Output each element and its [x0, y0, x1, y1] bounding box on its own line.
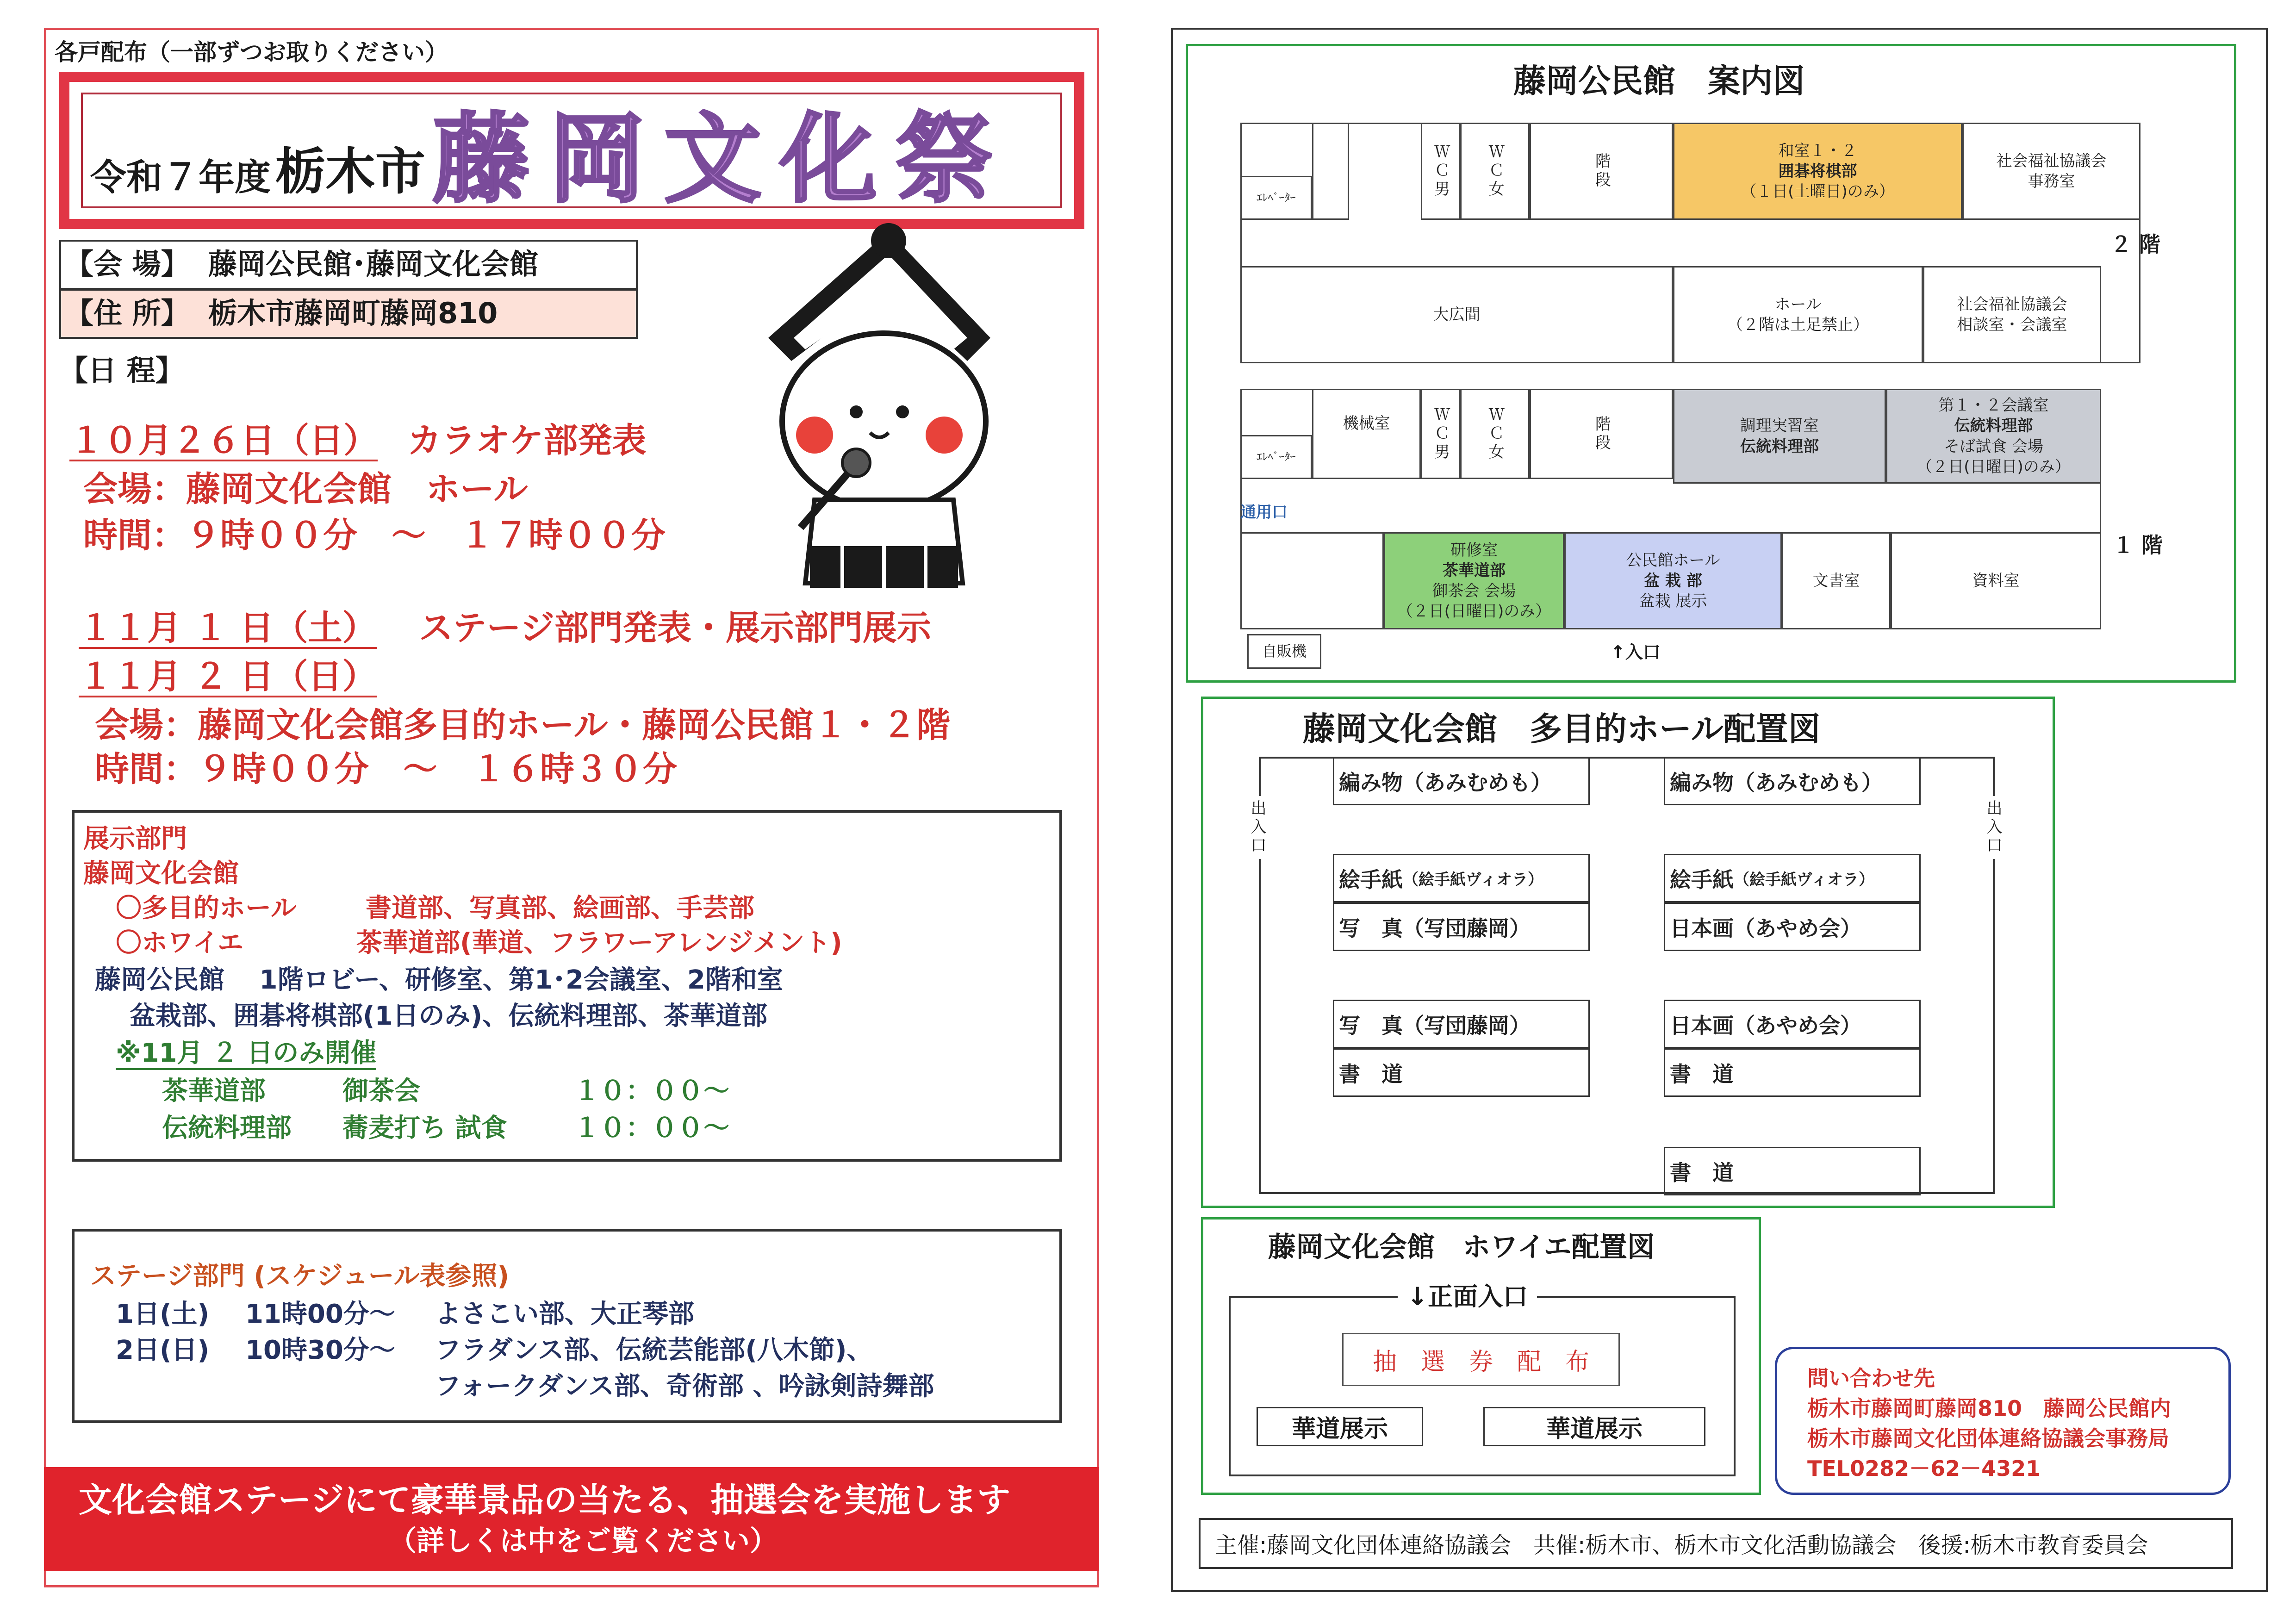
hall-r1: 編み物（あみむめも）	[1664, 757, 1921, 805]
f1-training-room: 研修室 茶華道部 御茶会 会場 （２日(日曜日)のみ）	[1384, 532, 1564, 629]
sp1-event: 御茶会	[342, 1076, 420, 1106]
address-label: 【住 所】	[65, 296, 190, 330]
hall-r2: 絵手紙 （絵手紙ヴィオラ）	[1664, 854, 1921, 902]
map-title: 藤岡公民館 案内図	[1513, 62, 1805, 100]
event1-venue: 会場：藤岡文化会館 ホール	[83, 469, 528, 509]
stage-d2-clubs2: フォークダンス部、奇術部 、吟詠剣詩舞部	[435, 1371, 934, 1401]
foyer-title: 藤岡文化会館 ホワイエ配置図	[1268, 1231, 1655, 1263]
hall-l5: 書 道	[1333, 1048, 1590, 1097]
contact-line1: 栃木市藤岡町藤岡810 藤岡公民館内	[1807, 1396, 2172, 1421]
event2-time: 時間：９時００分 ～ １６時３０分	[95, 749, 677, 789]
stage-d2-time: 10時30分～	[245, 1335, 395, 1365]
address-text: 栃木市藤岡町藤岡810	[208, 296, 498, 330]
hall-l3: 写 真（写団藤岡）	[1333, 902, 1590, 951]
event1-time: 時間：９時００分 ～ １７時００分	[83, 516, 666, 555]
exhibit-hall-label: 〇多目的ホール	[116, 893, 297, 923]
event2-venue: 会場：藤岡文化会館多目的ホール・藤岡公民館１・２階	[95, 705, 951, 745]
sp1-time: １０：００～	[574, 1076, 729, 1106]
stage-heading: ステージ部門 (スケジュール表参照)	[90, 1261, 510, 1291]
contact-line2: 栃木市藤岡文化団体連絡協議会事務局	[1807, 1426, 2169, 1451]
hall-r4: 日本画（あやめ会）	[1664, 1000, 1921, 1048]
f1-kominkan-hall: 公民館ホール 盆 栽 部 盆栽 展示	[1564, 532, 1782, 629]
sp2-time: １０：００～	[574, 1113, 729, 1143]
exhibit-kominkan-clubs: 盆栽部、囲碁将棋部(1日のみ)、伝統料理部、茶華道部	[130, 1001, 768, 1031]
contact-tel: TEL0282－62－4321	[1807, 1456, 2041, 1481]
hall-layout-title: 藤岡文化会館 多目的ホール配置図	[1303, 710, 1821, 748]
f2-wc-men: ＷＣ男	[1421, 123, 1460, 220]
f2-shakyo-office: 社会福祉協議会 事務室	[1962, 123, 2140, 220]
f2-wc-women: ＷＣ女	[1460, 123, 1530, 220]
exhibit-bunka: 藤岡文化会館	[83, 859, 239, 889]
event1-title: カラオケ部発表	[407, 421, 647, 460]
exhibit-heading: 展示部門	[83, 824, 187, 854]
event2-title: ステージ部門発表・展示部門展示	[419, 608, 932, 648]
exhibit-kominkan-line: 藤岡公民館 1階ロビー、研修室、第1･2会議室、2階和室	[95, 965, 783, 995]
banner-main: 文化会館ステージにて豪華景品の当たる、抽選会を実施します	[79, 1481, 1011, 1519]
f1-corner-room	[1240, 532, 1384, 629]
venue-text: 藤岡公民館･藤岡文化会館	[208, 247, 539, 281]
foyer-entrance: ↓正面入口	[1398, 1284, 1537, 1309]
f1-cooking-room: 調理実習室 伝統料理部	[1673, 389, 1886, 484]
f2-hall: ホール （２階は土足禁止）	[1673, 266, 1923, 363]
hall-exit-left: 出入口	[1247, 796, 1267, 859]
exhibit-special-note: ※11月 ２ 日のみ開催	[116, 1040, 376, 1070]
stage-d2-date: 2日(日)	[116, 1335, 210, 1365]
hall-r3: 日本画（あやめ会）	[1664, 902, 1921, 951]
hall-r6: 書 道	[1664, 1147, 1921, 1195]
exhibit-foyer-label: 〇ホワイエ	[116, 928, 244, 958]
title-era: 令和７年度	[90, 157, 271, 199]
f2-stairwell-a	[1312, 123, 1349, 220]
contact-heading: 問い合わせ先	[1807, 1366, 1935, 1391]
f1-document-room: 文書室	[1782, 532, 1891, 629]
exhibit-foyer-clubs: 茶華道部(華道、フラワーアレンジメント)	[356, 928, 842, 958]
vending-machine: 自販機	[1247, 634, 1321, 669]
mascot-illustration	[750, 222, 1009, 602]
staff-entrance: 通用口	[1240, 503, 1288, 522]
stage-d2-clubs: フラダンス部、伝統芸能部(八木節)、	[435, 1335, 873, 1365]
banner-sub: （詳しくは中をご覧ください）	[389, 1525, 778, 1557]
f1-archive-room: 資料室	[1891, 532, 2101, 629]
f1-wc-women: ＷＣ女	[1460, 389, 1530, 479]
event1-date: １０月２６日（日）	[69, 421, 378, 460]
floor1-label: １ 階	[2113, 533, 2163, 558]
f1-stairs: 階段	[1530, 389, 1673, 479]
title-city: 栃木市	[275, 143, 426, 201]
hall-l4: 写 真（写団藤岡）	[1333, 1000, 1590, 1048]
exhibit-hall-clubs: 書道部、写真部、絵画部、手芸部	[366, 893, 754, 923]
title-festival: 藤岡文化祭	[433, 103, 1012, 216]
f1-machine-room: 機械室	[1312, 389, 1421, 479]
hall-l1: 編み物（あみむめも）	[1333, 757, 1590, 805]
main-entrance: ↑入口	[1611, 642, 1661, 662]
sponsors-text: 主催:藤岡文化団体連絡協議会 共催:栃木市、栃木市文化活動協議会 後援:栃木市教育委員会	[1215, 1532, 2148, 1558]
f2-stairs: 階段	[1530, 123, 1673, 220]
hall-room-outline	[1259, 757, 1995, 1194]
hall-l2: 絵手紙 （絵手紙ヴィオラ）	[1333, 854, 1590, 902]
stage-d1-time: 11時00分～	[245, 1299, 395, 1329]
schedule-label: 【日 程】	[59, 354, 184, 387]
event2-date1: １１月 １ 日（土）	[79, 608, 377, 648]
stage-d1-clubs: よさこい部、大正琴部	[435, 1299, 694, 1329]
event2-date2: １１月 ２ 日（日）	[79, 657, 377, 697]
distribution-note: 各戸配布（一部ずつお取りください）	[55, 39, 448, 66]
sp2-club: 伝統料理部	[162, 1113, 292, 1143]
f2-ohiroma: 大広間	[1240, 266, 1673, 363]
sp1-club: 茶華道部	[162, 1076, 266, 1106]
foyer-outline	[1229, 1296, 1736, 1476]
f2-consult: 社会福祉協議会 相談室・会議室	[1923, 266, 2101, 363]
venue-label: 【会 場】	[65, 247, 190, 281]
f1-wc-men: ＷＣ男	[1421, 389, 1460, 479]
f2-washitsu: 和室１・２ 囲碁将棋部 （１日(土曜日)のみ）	[1673, 123, 1962, 220]
stage-d1-date: 1日(土)	[116, 1299, 210, 1329]
lottery-desk: 抽 選 券 配 布	[1342, 1333, 1620, 1386]
f1-conference-room: 第１・２会議室 伝統料理部 そば試食 会場 （２日(日曜日)のみ）	[1886, 389, 2101, 484]
floor2-label: ２ 階	[2110, 232, 2161, 257]
f1-elevator: ｴﾚﾍﾞｰﾀｰ	[1240, 435, 1312, 479]
ikebana-display-2: 華道展示	[1483, 1407, 1705, 1446]
sp2-event: 蕎麦打ち 試食	[342, 1113, 507, 1143]
hall-r5: 書 道	[1664, 1048, 1921, 1097]
ikebana-display-1: 華道展示	[1257, 1407, 1423, 1446]
hall-exit-right: 出入口	[1983, 796, 2003, 859]
f2-elevator: ｴﾚﾍﾞｰﾀｰ	[1240, 176, 1312, 220]
